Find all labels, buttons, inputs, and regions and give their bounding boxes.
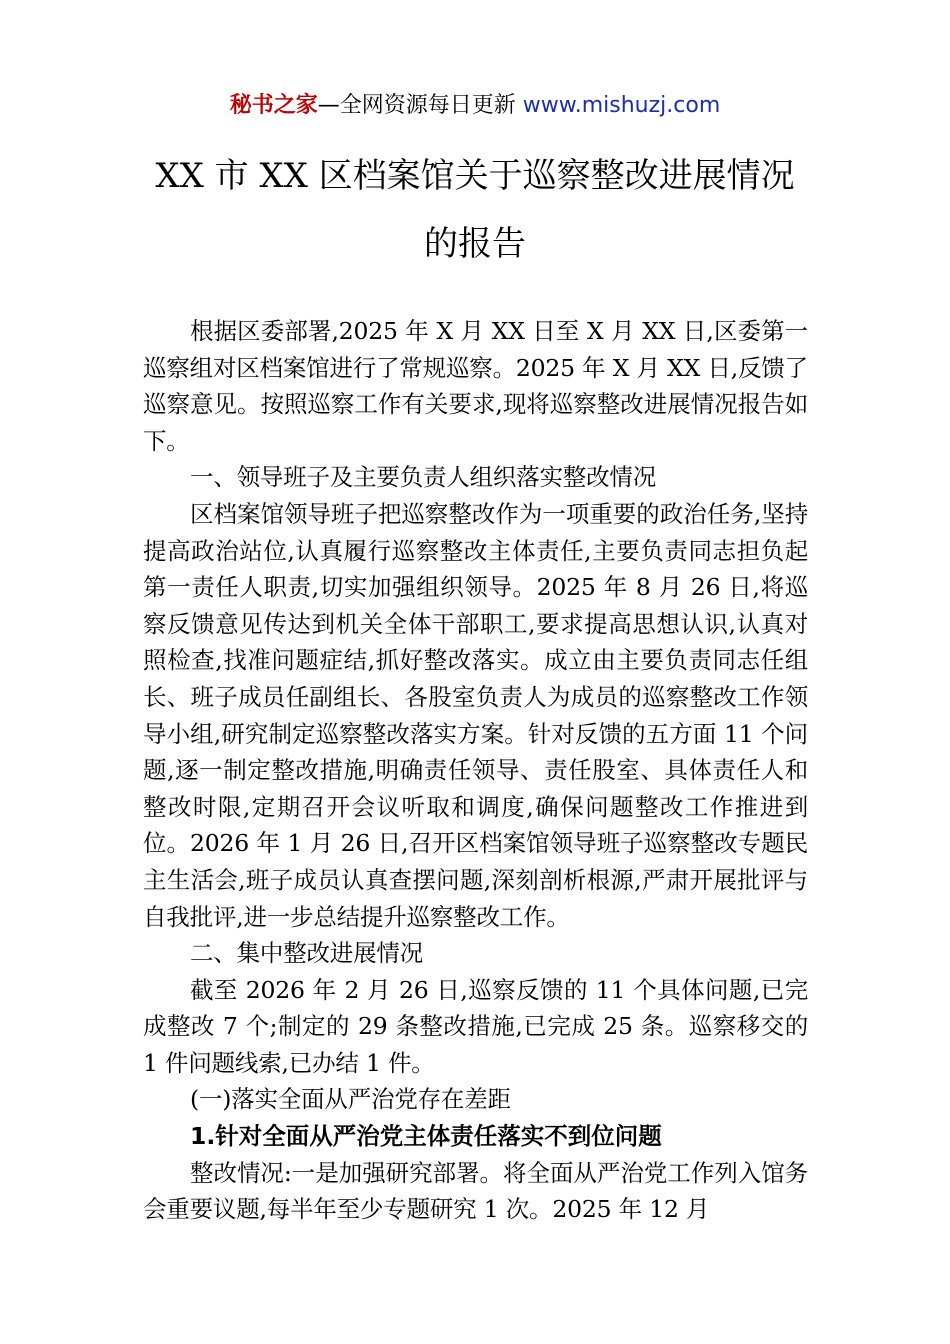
site-header xyxy=(0,88,950,119)
site-tagline: —全网资源每日更新 xyxy=(317,93,523,118)
paragraph-progress: 截至 2026 年 2 月 26 日,巡察反馈的 11 个具体问题,已完成整改 7 个;制定的 29 条整改措施,已完成 25 条。巡察移交的 1 件问题线索,已办结 1 件。 xyxy=(143,975,808,1077)
item-heading-1: 1.针对全面从严治党主体责任落实不到位问题 xyxy=(190,1122,662,1151)
document-title-line-2: 的报告 xyxy=(424,224,526,264)
document-title-line-1: XX 市 XX 区档案馆关于巡察整改进展情况 xyxy=(155,156,795,196)
section-heading-2: 二、集中整改进展情况 xyxy=(190,939,423,968)
section-heading-1: 一、领导班子及主要负责人组织落实整改情况 xyxy=(190,463,656,492)
site-url-link[interactable]: www.mishuzj.com xyxy=(522,93,721,118)
subsection-heading-1: (一)落实全面从严治党存在差距 xyxy=(190,1085,511,1114)
paragraph-leadership: 区档案馆领导班子把巡察整改作为一项重要的政治任务,坚持提高政治站位,认真履行巡察整改主体责任,主要负责同志担负起第一责任人职责,切实加强组织领导。2025 年 8 月 26 日,将巡察反馈意见传达到机关全体干部职工,要求提高思想认识,认真对照检查,找准问题症结,抓好整改落实。成立由主要负责同志任组长、班子成员任副组长、各股室负责人为成员的巡察整改工作领导小组,研究制定巡察整改落实方案。针对反馈的五方面 11 个问题,逐一制定整改措施,明确责任领导、责任股室、具体责任人和整改时限,定期召开会议听取和调度,确保问题整改工作推进到位。2026 年 1 月 26 日,召开区档案馆领导班子巡察整改专题民主生活会,班子成员认真查摆问题,深刻剖析根源,严肃开展批评与自我批评,进一步总结提升巡察整改工作。 xyxy=(143,499,808,931)
paragraph-intro: 根据区委部署,2025 年 X 月 XX 日至 X 月 XX 日,区委第一巡察组对区档案馆进行了常规巡察。2025 年 X 月 XX 日,反馈了巡察意见。按照巡察工作有关要求,现将巡察整改进展情况报告如下。 xyxy=(143,317,808,455)
site-brand: 秘书之家 xyxy=(229,93,318,118)
paragraph-rectification: 整改情况:一是加强研究部署。将全面从严治党工作列入馆务会重要议题,每半年至少专题研究 1 次。2025 年 12 月 xyxy=(143,1158,808,1224)
document-body xyxy=(143,313,808,1228)
